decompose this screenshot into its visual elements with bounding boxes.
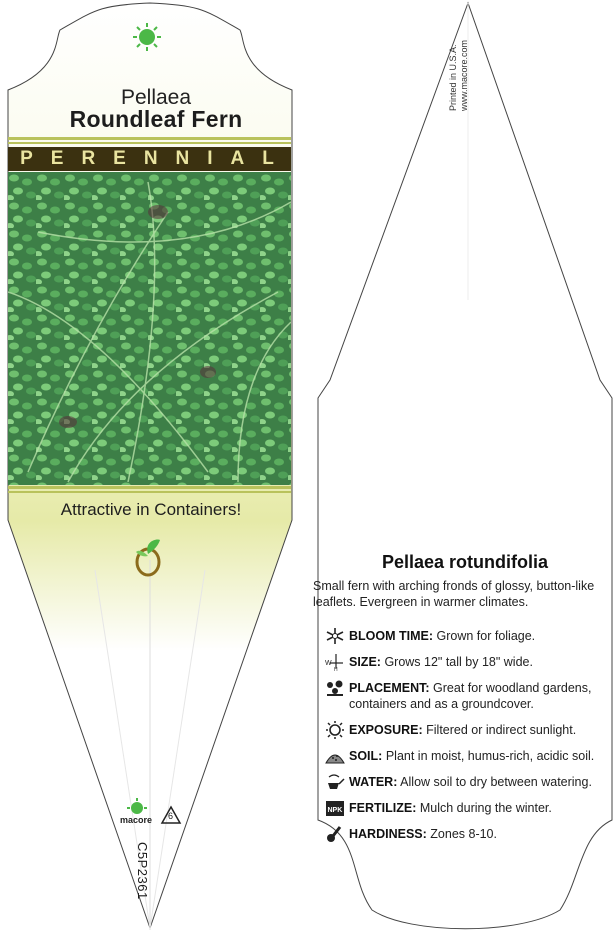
printed-info bbox=[448, 40, 470, 111]
attribute-size: W H SIZE: Grows 12" tall by 18" wide. bbox=[325, 655, 533, 671]
soil-mound-icon bbox=[325, 747, 345, 765]
attribute-water: WATER: Allow soil to dry between watering. bbox=[325, 774, 610, 790]
website: www.macore.com bbox=[459, 40, 469, 112]
svg-text:W: W bbox=[325, 660, 332, 667]
botanical-name: Pellaea rotundifolia bbox=[381, 552, 549, 572]
attribute-soil: SOIL: Plant in moist, humus-rich, acidic soil. bbox=[325, 748, 610, 764]
attribute-exposure: EXPOSURE: Filtered or indirect sunlight. bbox=[325, 722, 610, 738]
sun-exposure-icon bbox=[325, 721, 345, 739]
recycle-number: 6 bbox=[168, 811, 174, 821]
attribute-bloom-time: BLOOM TIME: Grown for foliage. bbox=[325, 628, 610, 644]
common-name: Roundleaf Fern bbox=[69, 106, 243, 132]
svg-text:H: H bbox=[334, 667, 338, 671]
container-seedling-icon bbox=[134, 534, 164, 578]
svg-text:NPK: NPK bbox=[327, 807, 343, 814]
genus-name: Pellaea bbox=[120, 86, 192, 109]
brand-name: macore bbox=[120, 815, 153, 825]
category-label: PERENNIAL bbox=[20, 148, 292, 169]
snowflake-bloom-icon bbox=[325, 627, 345, 645]
sun-logo-icon bbox=[132, 22, 162, 52]
fern-photo bbox=[8, 172, 291, 485]
size-arrows-icon bbox=[325, 653, 345, 671]
tagline: Attractive in Containers! bbox=[60, 500, 242, 519]
product-code: C5P2361 bbox=[135, 842, 150, 900]
attribute-placement: PLACEMENT: Great for woodland gardens, containers and as a groundcover. bbox=[325, 680, 610, 712]
attribute-fertilize: NPK FERTILIZE: Mulch during the winter. bbox=[325, 800, 610, 816]
npk-fertilizer-icon bbox=[325, 799, 345, 817]
printed-in: Printed in U.S.A. bbox=[448, 44, 458, 112]
watering-can-icon bbox=[325, 773, 345, 791]
thermometer-icon bbox=[325, 825, 345, 843]
description: Small fern with arching fronds of glossy, button-like leaflets. Evergreen in warmer climates. bbox=[313, 579, 595, 609]
placement-plants-icon bbox=[325, 679, 345, 697]
attribute-hardiness: HARDINESS: Zones 8-10. bbox=[325, 826, 610, 842]
